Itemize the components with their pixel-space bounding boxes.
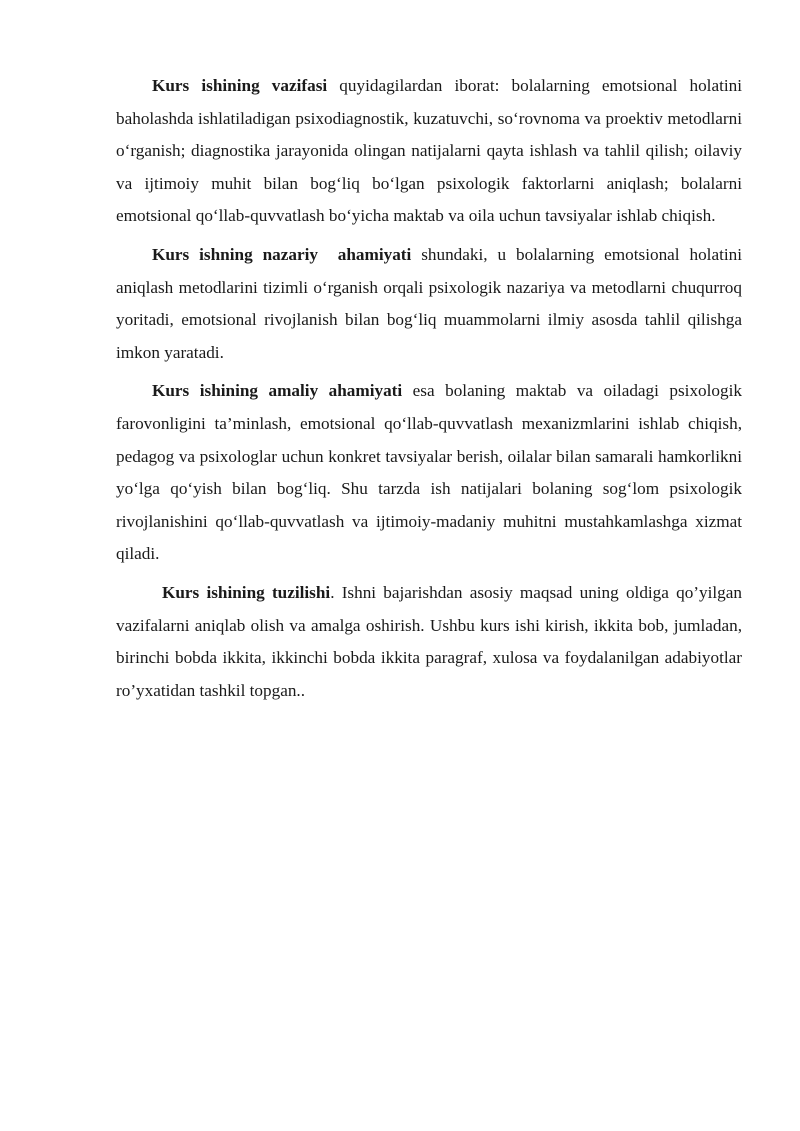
paragraph-lead: Kurs ishining tuzilishi <box>162 582 331 602</box>
paragraph-theoretical-significance <box>116 239 742 369</box>
paragraph-text: quyidagilardan iborat: bolalarning emotsional holatini baholashda ishlatiladigan psixodiagnostik, kuzatuvchi, so‘rovnoma va proektiv metodlarni o‘rganish; diagnostika jarayonida olingan natijalarni qayta ishlash va tahlil qilish; oilaviy va ijtimoiy muhit bilan bog‘liq bo‘lgan psixologik faktorlarni aniqlash; bolalarni emotsional qo‘llab-quvvatlash bo‘yicha maktab va oila uchun tavsiyalar ishlab chiqish. <box>116 76 742 226</box>
paragraph-tasks <box>116 70 742 233</box>
paragraph-text: esa bolaning maktab va oiladagi psixologik farovonligini ta’minlash, emotsional qo‘llab-quvvatlash mexanizmlarini ishlab chiqish, pedagog va psixologlar uchun konkret tavsiyalar berish, oilalar bilan samarali hamkorlikni yo‘lga qo‘yish bilan bog‘liq. Shu tarzda ish natijalari bolaning sog‘lom psixologik rivojlanishini qo‘llab-quvvatlash va ijtimoiy-madaniy muhitni mustahkamlashga xizmat qiladi. <box>116 381 742 564</box>
document-page <box>116 70 742 713</box>
paragraph-lead: Kurs ishining vazifasi <box>152 76 328 95</box>
paragraph-lead: Kurs ishining amaliy ahamiyati <box>152 381 403 401</box>
paragraph-text: shundaki, u bolalarning emotsional holatini aniqlash metodlarini tizimli o‘rganish orqali psixologik nazariya va metodlarni chuqurroq yoritadi, emotsional rivojlanish bilan bog‘liq muammolarni ilmiy asosda tahlil qilishga imkon yaratadi. <box>116 244 742 362</box>
paragraph-structure <box>116 577 742 707</box>
paragraph-lead: Kurs ishning nazariy ahamiyati <box>152 244 412 264</box>
paragraph-practical-significance <box>116 375 742 571</box>
paragraph-text: . Ishni bajarishdan asosiy maqsad uning oldiga qo’yilgan vazifalarni aniqlab olish va amalga oshirish. Ushbu kurs ishi kirish, ikkita bob, jumladan, birinchi bobda ikkita, ikkinchi bobda ikkita paragraf, xulosa va foydalanilgan adabiyotlar ro’yxatidan tashkil topgan.. <box>116 582 742 700</box>
